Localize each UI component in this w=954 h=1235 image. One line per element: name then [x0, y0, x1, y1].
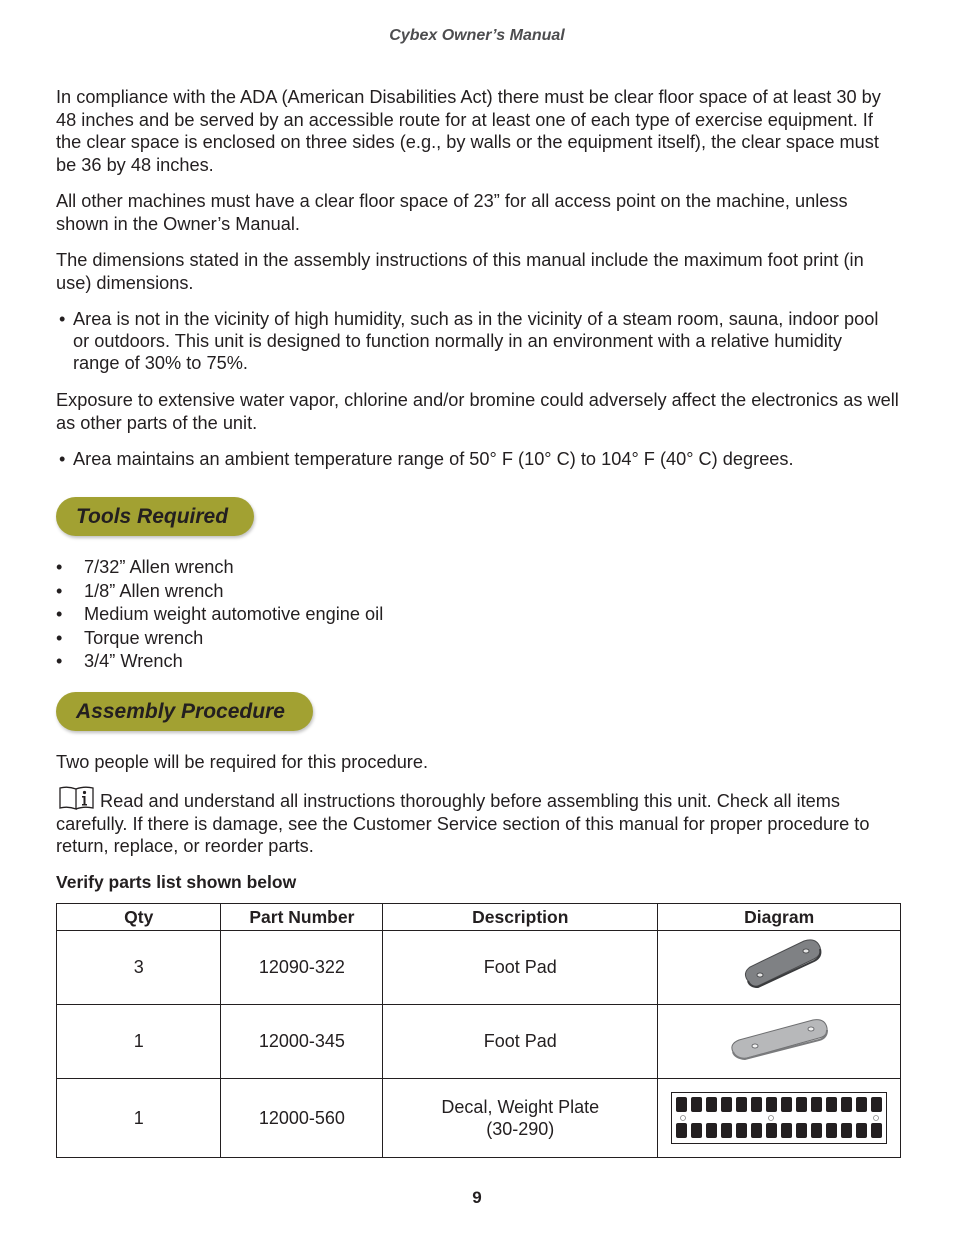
parts-table — [56, 903, 901, 1158]
decal-tab — [796, 1123, 807, 1138]
list-item — [56, 650, 456, 674]
list-item — [56, 580, 456, 604]
decal-tab — [736, 1123, 747, 1138]
assembly-instructions: Read and understand all instructions thoroughly before assembling this unit. Check all items carefully. If there is damage, see the Customer Service section of this manual for proper procedure to return, replace, or reorder parts. — [56, 791, 870, 856]
tool-label: 3/4” Wrench — [84, 651, 183, 671]
bullet-mark: • — [56, 580, 63, 601]
part-number-cell: 12090-322 — [221, 931, 383, 1005]
assembly-procedure-heading: Assembly Procedure — [56, 692, 313, 731]
tool-label: 7/32” Allen wrench — [84, 557, 234, 577]
description-cell: Foot Pad — [383, 1005, 658, 1079]
decal-tab — [766, 1097, 777, 1112]
table-row — [57, 931, 901, 1005]
decal-tab — [841, 1123, 852, 1138]
decal-tab — [781, 1123, 792, 1138]
decal-tab — [841, 1097, 852, 1112]
bullet-mark: • — [59, 309, 66, 329]
tool-label: 1/8” Allen wrench — [84, 580, 224, 601]
exposure-paragraph: Exposure to extensive water vapor, chlorine and/or bromine could adversely affect the electronics as well as other parts of the unit. — [56, 390, 899, 433]
column-header-qty: Qty — [57, 904, 221, 931]
qty-cell: 3 — [57, 931, 221, 1005]
ada-paragraph: In compliance with the ADA (American Disabilities Act) there must be clear floor space of at least 30 by 48 inches and be served by an accessible route for at least one of each type of exercise equipment. If the clear space is enclosed on three sides (e.g., by walls or the equipment itself), the clear space must be 36 by 48 inches. — [56, 87, 881, 175]
decal-tab — [676, 1097, 687, 1112]
diagram-cell — [658, 1079, 901, 1158]
people-required-note: Two people will be required for this procedure. — [56, 752, 429, 772]
decal-tab — [811, 1123, 822, 1138]
decal-tab — [826, 1097, 837, 1112]
decal-tab — [676, 1123, 687, 1138]
list-item — [56, 603, 456, 627]
temperature-bullet — [59, 448, 904, 470]
part-number-cell: 12000-345 — [221, 1005, 383, 1079]
verify-parts-label: Verify parts list shown below — [56, 872, 297, 892]
bullet-mark: • — [56, 651, 63, 671]
decal-tab — [856, 1097, 867, 1112]
description-cell: Foot Pad — [383, 931, 658, 1005]
decal-tab — [706, 1123, 717, 1138]
decal-tab — [721, 1097, 732, 1112]
decal-tab — [796, 1097, 807, 1112]
decal-tab — [736, 1097, 747, 1112]
decal-tab — [691, 1097, 702, 1112]
decal-tab — [871, 1097, 882, 1112]
tools-list — [56, 556, 456, 674]
decal-tab — [856, 1123, 867, 1138]
table-header-row — [57, 904, 901, 931]
dimensions-paragraph: The dimensions stated in the assembly instructions of this manual include the maximum foot print (in use) dimensions. — [56, 250, 864, 293]
table-row — [57, 1005, 901, 1079]
list-item — [56, 627, 456, 651]
qty-cell: 1 — [57, 1005, 221, 1079]
decal-tab — [811, 1097, 822, 1112]
description-line: Decal, Weight Plate — [441, 1097, 600, 1117]
tool-label: Torque wrench — [84, 627, 204, 648]
diagram-cell — [658, 931, 901, 1005]
humidity-bullet — [59, 308, 904, 374]
bullet-mark: • — [56, 627, 63, 648]
bullet-mark: • — [59, 449, 66, 469]
temperature-bullet-text: Area maintains an ambient temperature range of 50° F (10° C) to 104° F (40° C) degrees. — [73, 449, 794, 469]
decal-tab — [751, 1097, 762, 1112]
list-item — [56, 556, 456, 580]
decal-tab — [691, 1123, 702, 1138]
decal-tab — [751, 1123, 762, 1138]
description-cell — [383, 1079, 658, 1158]
table-row — [57, 1079, 901, 1158]
decal-tab — [766, 1123, 777, 1138]
manual-header: Cybex Owner’s Manual — [389, 27, 565, 44]
description-line: (30-290) — [486, 1119, 555, 1139]
humidity-bullet-text: Area is not in the vicinity of high humidity, such as in the vicinity of a steam room, sauna, indoor pool or outdoors. This unit is designed to function normally in an environment with a relative humidity range of 30% to 75%. — [73, 309, 879, 373]
foot-pad-small-image — [734, 935, 824, 995]
tools-required-heading: Tools Required — [56, 497, 254, 536]
clear-space-paragraph: All other machines must have a clear floor space of 23” for all access point on the machine, unless shown in the Owner’s Manual. — [56, 191, 848, 234]
weight-plate-decal-image — [671, 1092, 887, 1144]
diagram-cell — [658, 1005, 901, 1079]
bullet-mark: • — [56, 604, 63, 624]
page-number: 9 — [472, 1188, 482, 1207]
qty-cell: 1 — [57, 1079, 221, 1158]
column-header-part-number: Part Number — [221, 904, 383, 931]
decal-tab — [721, 1123, 732, 1138]
foot-pad-large-image — [727, 1014, 831, 1064]
decal-tab — [706, 1097, 717, 1112]
part-number-cell: 12000-560 — [221, 1079, 383, 1158]
column-header-diagram: Diagram — [658, 904, 901, 931]
column-header-description: Description — [383, 904, 658, 931]
decal-tab — [871, 1123, 882, 1138]
tool-label: Medium weight automotive engine oil — [84, 604, 384, 624]
decal-tab — [826, 1123, 837, 1138]
bullet-mark: • — [56, 557, 63, 577]
decal-tab — [781, 1097, 792, 1112]
